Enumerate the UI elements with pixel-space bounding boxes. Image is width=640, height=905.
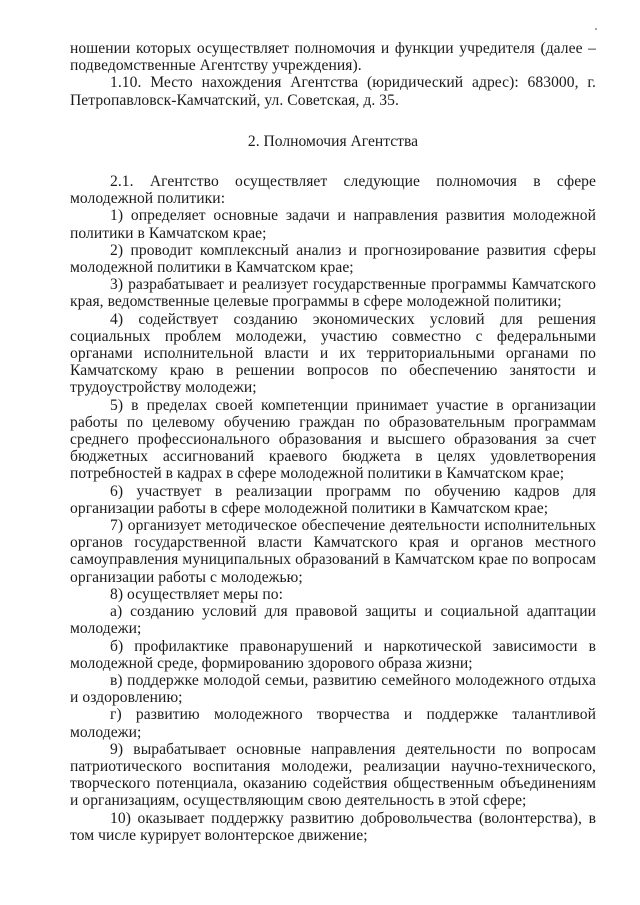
list-item-8-a: а) созданию условий для правовой защиты и социальной адаптации молодежи; [70, 603, 596, 638]
list-item-8-g: г) развитию молодежного творчества и поддержке талантливой молодежи; [70, 706, 596, 741]
paragraph-1-10: 1.10. Место нахождения Агентства (юридический адрес): 683000, г. Петропавловск-Камчатский, ул. Советская, д. 35. [70, 74, 596, 109]
list-item-8-b: б) профилактике правонарушений и наркотической зависимости в молодежной среде, формированию здорового образа жизни; [70, 637, 596, 672]
list-item-9: 9) вырабатывает основные направления деятельности по вопросам патриотического воспитания молодежи, реализации научно-технического, творческого потенциала, оказанию содействия общественным объединениям и организациям, осуществляющим свою деятельность в этой сфере; [70, 740, 596, 810]
list-item-5: 5) в пределах своей компетенции принимает участие в организации работы по целевому обучению граждан по образовательным программам среднего профессионального образования и высшего образования за счет бюджетных ассигнований краевого бюджета в целях удовлетворения потребностей в кадрах в сфере молодежной политики в Камчатском крае; [70, 396, 596, 483]
list-item-1: 1) определяет основные задачи и направления развития молодежной политики в Камчатском крае; [70, 207, 596, 242]
list-item-8-v: в) поддержке молодой семьи, развитию семейного молодежного отдыха и оздоровлению; [70, 671, 596, 707]
list-item-3: 3) разрабатывает и реализует государственные программы Камчатского края, ведомственные целевые программы в сфере молодежной политики; [70, 276, 596, 311]
section-heading: 2. Полномочия Агентства [247, 132, 419, 150]
list-item-7: 7) организует методическое обеспечение деятельности исполнительных органов государственной власти Камчатского края и органов местного самоуправления муниципальных образований в Камчатском крае по вопросам организации работы с молодежью; [70, 517, 596, 586]
list-item-10: 10) оказывает поддержку развитию добровольчества (волонтерства), в том числе курирует волонтерское движение; [70, 809, 596, 844]
list-item-8: 8) осуществляет меры по: [110, 585, 284, 603]
paragraph-2-1: 2.1. Агентство осуществляет следующие полномочия в сфере молодежной политики: [70, 173, 596, 208]
scan-speck [595, 28, 597, 30]
list-item-4: 4) содействует созданию экономических условий для решения социальных проблем молодежи, участию совместно с федеральными органами исполнительной власти и их территориальными органами по Камчатскому краю в решении вопросов по обеспечению занятости и трудоустройству молодежи; [70, 310, 596, 397]
list-item-2: 2) проводит комплексный анализ и прогнозирование развития сферы молодежной политики в Камчатском крае; [70, 241, 596, 277]
paragraph-continuation: ношении которых осуществляет полномочия и функции учредителя (далее – подведомственные Агентству учреждения). [70, 40, 596, 75]
list-item-6: 6) участвует в реализации программ по обучению кадров для организации работы в сфере молодежной политики в Камчатском крае; [70, 482, 596, 517]
